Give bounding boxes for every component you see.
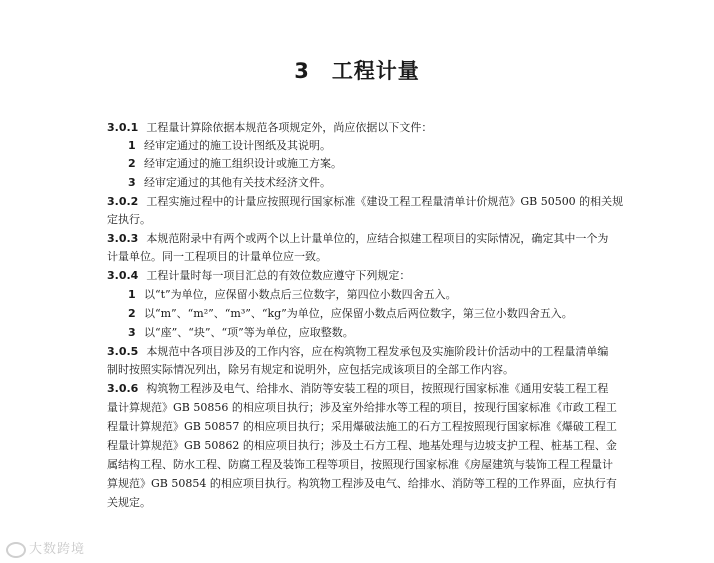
clause-number: 3.0.4: [107, 269, 139, 282]
clause-continuation: 算规范》GB 50854 的相应项目执行。构筑物工程涉及电气、给排水、消防等工程的工作界面，应执行有: [107, 477, 617, 490]
item-text: 经审定通过的施工设计图纸及其说明。: [144, 139, 331, 152]
clause-continuation: 计量单位。同一工程项目的计量单位应一致。: [107, 250, 327, 263]
list-item: [128, 157, 608, 171]
clause-number: 3.0.6: [107, 382, 139, 395]
clause-3-0-6: [107, 382, 607, 396]
chapter-title: 工程计量: [331, 59, 420, 83]
clause-text: 本规范中各项目涉及的工作内容，应在构筑物工程发承包及实施阶段计价活动中的工程量清单编: [146, 345, 609, 358]
clause-continuation: 关规定。: [107, 496, 151, 509]
clause-text: 工程实施过程中的计量应按照现行国家标准《建设工程工程量清单计价规范》GB 50500 的相关规: [146, 195, 624, 208]
clause-text: 本规范附录中有两个或两个以上计量单位的，应结合拟建工程项目的实际情况，确定其中一个为: [146, 232, 609, 245]
clause-text: 工程量计算除依据本规范各项规定外，尚应依据以下文件：: [146, 121, 433, 134]
item-text: 以“座”、“块”、“项”等为单位，应取整数。: [144, 326, 354, 339]
watermark-logo-icon: [6, 542, 26, 558]
list-item: [128, 288, 608, 302]
clause-number: 3.0.2: [107, 195, 139, 208]
item-number: 1: [128, 139, 136, 152]
list-item: [128, 176, 608, 190]
clause-continuation: 制时按照实际情况列出，除另有规定和说明外，应包括完成该项目的全部工作内容。: [107, 363, 514, 376]
clause-3-0-1: [107, 121, 607, 135]
clause-continuation: 程量计算规范》GB 50857 的相应项目执行；采用爆破法施工的石方工程按照现行国家标准《爆破工程工: [107, 420, 617, 433]
item-number: 2: [128, 157, 136, 170]
item-text: 以“t”为单位，应保留小数点后三位数字，第四位小数四舍五入。: [144, 288, 457, 301]
item-text: 经审定通过的其他有关技术经济文件。: [144, 176, 331, 189]
clause-3-0-2: [107, 195, 624, 209]
clause-continuation: 程量计算规范》GB 50862 的相应项目执行；涉及土石方工程、地基处理与边坡支护工程、桩基工程、金: [107, 439, 617, 452]
clause-3-0-3: [107, 232, 607, 246]
clause-text: 工程计量时每一项目汇总的有效位数应遵守下列规定：: [146, 269, 411, 282]
clause-continuation: 定执行。: [107, 213, 151, 226]
list-item: [128, 326, 608, 340]
item-number: 3: [128, 176, 136, 189]
clause-number: 3.0.1: [107, 121, 139, 134]
list-item: [128, 139, 608, 153]
clause-3-0-5: [107, 345, 607, 359]
item-number: 3: [128, 326, 136, 339]
clause-text: 构筑物工程涉及电气、给排水、消防等安装工程的项目，按照现行国家标准《通用安装工程工程: [146, 382, 609, 395]
list-item: [128, 307, 608, 321]
watermark-text: 大数跨境: [29, 542, 86, 557]
chapter-number: 3: [294, 59, 310, 83]
item-text: 以“m”、“m²”、“m³”、“kg”为单位，应保留小数点后两位数字，第三位小数四舍五入。: [144, 307, 573, 320]
clause-number: 3.0.5: [107, 345, 139, 358]
clause-continuation: 量计算规范》GB 50856 的相应项目执行；涉及室外给排水等工程的项目，按现行国家标准《市政工程工: [107, 401, 617, 414]
page-title: [0, 55, 714, 85]
item-text: 经审定通过的施工组织设计或施工方案。: [144, 157, 342, 170]
clause-number: 3.0.3: [107, 232, 139, 245]
watermark: [6, 538, 85, 558]
item-number: 2: [128, 307, 136, 320]
clause-3-0-4: [107, 269, 607, 283]
item-number: 1: [128, 288, 136, 301]
clause-continuation: 属结构工程、防水工程、防腐工程及装饰工程等项目，按照现行国家标准《房屋建筑与装饰工程工程量计: [107, 458, 613, 471]
